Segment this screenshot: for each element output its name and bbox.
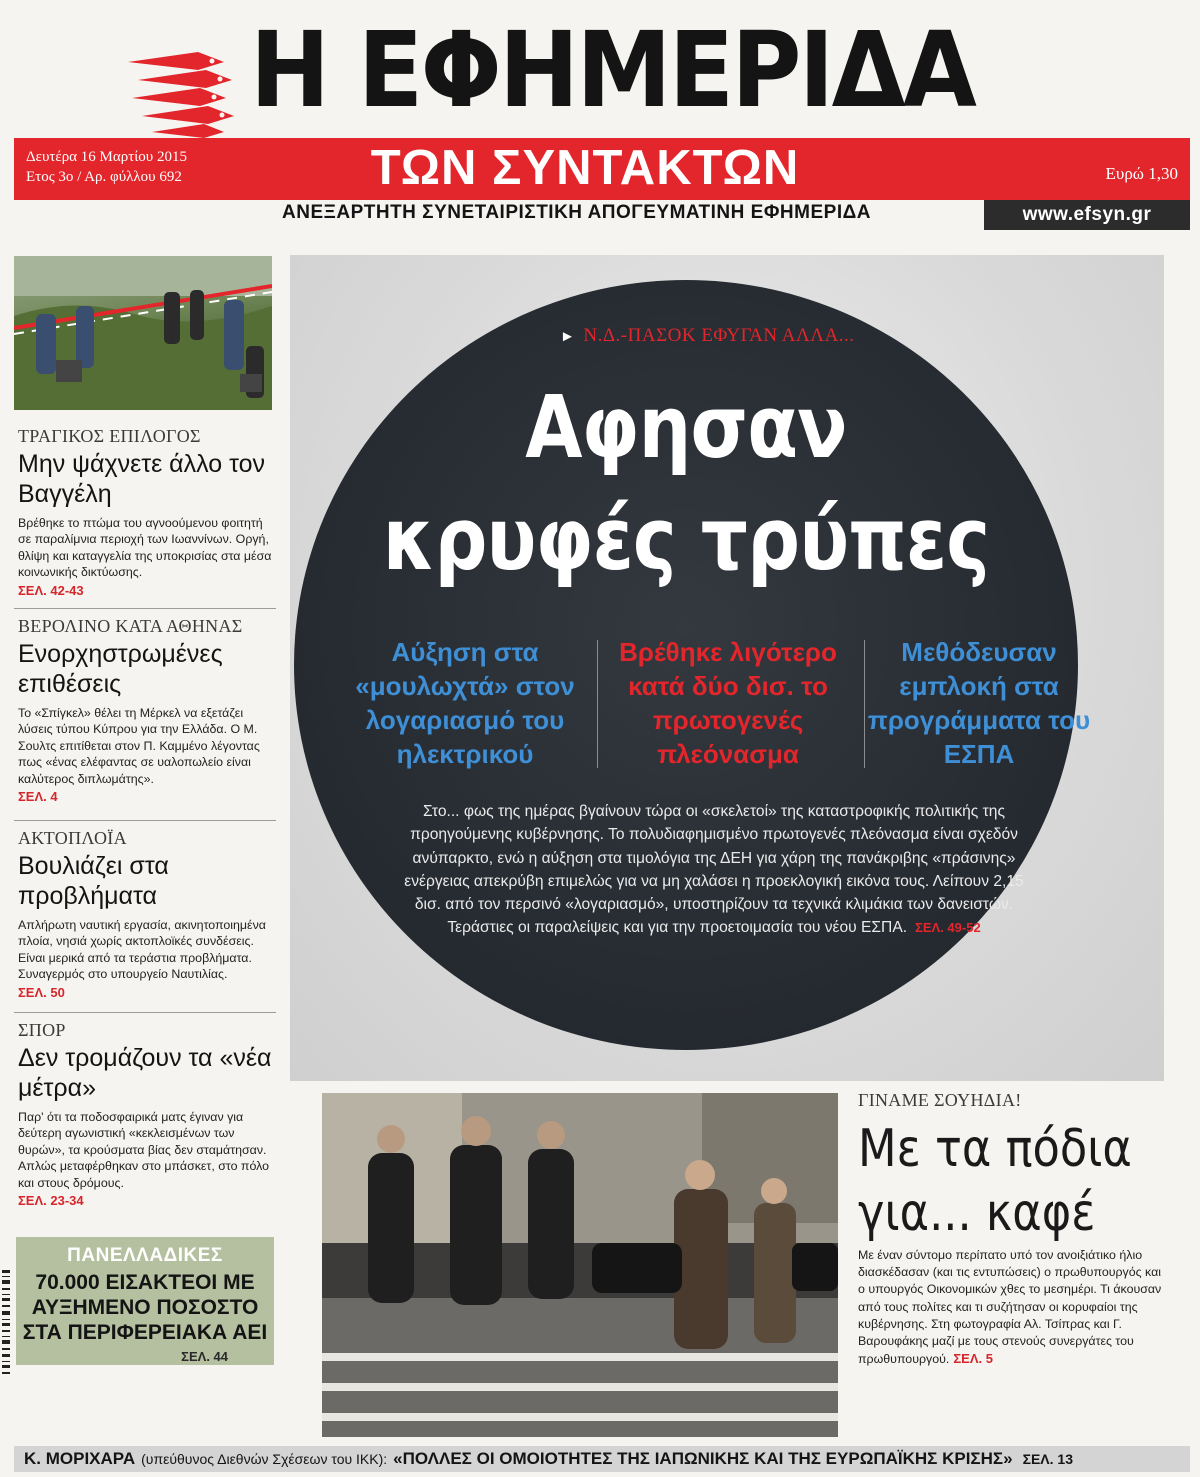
barcode-icon <box>0 1270 12 1430</box>
story-kicker: ΤΡΑΓΙΚΟΣ ΕΠΙΛΟΓΟΣ <box>18 426 201 446</box>
story-summary: Βρέθηκε το πτώμα του αγνοούμενου φοιτητή σε παραλίμνια περιοχή των Ιωαννίνων. Οργή, θλίψη και καταγγελία της υποκρισίας στα μέσα κοινωνικής δικτύωσης. <box>18 516 272 580</box>
bottom-story-body <box>858 1247 1170 1368</box>
story-page-ref[interactable]: ΣΕΛ. 4 <box>18 789 58 805</box>
story-page-ref[interactable]: ΣΕΛ. 42-43 <box>18 582 84 598</box>
lead-headline-line2: κρυφές τρύπες <box>382 490 990 590</box>
bottom-story-headline[interactable] <box>858 1117 1133 1245</box>
lead-kicker <box>560 325 855 347</box>
pen-nib-logo-icon <box>128 48 238 138</box>
story-headline[interactable]: Δεν τρομάζουν τα «νέα μέτρα» <box>18 1044 272 1102</box>
story-headline[interactable]: Βουλιάζει στα προβλήματα <box>18 852 169 910</box>
lead-body <box>400 800 1028 940</box>
subpoint-electricity: Αύξηση στα «μουλωχτά» στον λογαριασμό του ηλεκτρικού <box>355 637 575 769</box>
story-divider <box>14 608 276 609</box>
play-triangle-icon: ► <box>560 329 576 345</box>
website-link[interactable]: www.efsyn.gr <box>984 200 1190 230</box>
issue-date: Δευτέρα 16 Μαρτίου 2015 <box>26 149 187 165</box>
story-summary: Το «Σπίγκελ» θέλει τη Μέρκελ να εξετάζει λύσεις τύπου Κύπρου για την Ελλάδα. Ο Μ. Σουλτς επιτίθεται στον Π. Καμμένο λέγοντας πως «ένας ελέφαντας σε υαλοπωλείο είναι καλύτερος διπλωμάτης». <box>18 706 260 786</box>
exams-promo-box[interactable] <box>16 1237 274 1365</box>
story-page-ref[interactable]: ΣΕΛ. 50 <box>18 984 65 1000</box>
story-headline[interactable]: Μην ψάχνετε άλλο τον Βαγγέλη <box>18 450 266 508</box>
newspaper-subtitle: ΤΩΝ ΣΥΝΤΑΚΤΩΝ <box>370 141 800 195</box>
issue-price: Ευρώ 1,30 <box>1105 164 1178 183</box>
footer-role: (υπεύθυνος Διεθνών Σχέσεων του ΙΚΚ): <box>141 1451 388 1467</box>
walk-photo <box>322 1093 838 1437</box>
side-story[interactable] <box>18 425 276 598</box>
photo-illustration <box>14 256 272 410</box>
story-headline[interactable]: Ενορχηστρωμένες επιθέσεις <box>18 640 223 698</box>
search-scene-photo <box>14 256 272 410</box>
newspaper-title: Η ΕΦΗΜΕΡΙΔΑ <box>250 9 975 131</box>
lead-page-ref[interactable]: ΣΕΛ. 49-52 <box>915 920 981 936</box>
subpoint-espa: Μεθόδευσαν εμπλοκή στα προγράμματα του ΕΣΠΑ <box>867 637 1091 769</box>
story-kicker: ΑΚΤΟΠΛΟΪΑ <box>18 828 127 848</box>
lead-subpoints <box>340 635 1090 775</box>
issue-number: Ετος 3ο / Αρ. φύλλου 692 <box>26 169 182 185</box>
story-divider <box>14 1012 276 1013</box>
lead-headline-line1: Αφησαν <box>525 378 847 478</box>
bottom-story-text: Με έναν σύντομο περίπατο υπό τον ανοιξιάτικο ήλιο διασκέδασαν (και τις εντυπώσεις) ο πρωθυπουργός και ο υπουργός Οικονομικών χθες το μεσημέρι. Τι άκουσαν από τους πολίτες και τι συζήτησαν οι κορυφαίοι της κυβέρνησης. Στη φωτογραφία Αλ. Τσίπρας και Γ. Βαρουφάκης μαζί με τους στενούς συνεργάτες του πρωθυπουργού. <box>858 1248 1162 1367</box>
tagline: ΑΝΕΞΑΡΤΗΤΗ ΣΥΝΕΤΑΙΡΙΣΤΙΚΗ ΑΠΟΓΕΥΜΑΤΙΝΗ ΕΦΗΜΕΡΙΔΑ <box>282 202 871 223</box>
footer-quote-bar[interactable] <box>14 1446 1190 1472</box>
photo-illustration <box>322 1093 838 1437</box>
promo-headline[interactable]: 70.000 ΕΙΣΑΚΤΕΟΙ ΜΕ ΑΥΞΗΜΕΝΟ ΠΟΣΟΣΤΟ ΣΤΑ ΠΕΡΙΦΕΡΕΙΑΚΑ ΑΕΙ <box>22 1271 268 1344</box>
footer-name: Κ. ΜΟΡΙΧΑΡΑ <box>24 1449 136 1468</box>
bottom-story-page-ref[interactable]: ΣΕΛ. 5 <box>953 1351 993 1367</box>
footer-page-ref[interactable]: ΣΕΛ. 13 <box>1022 1451 1073 1467</box>
footer-quote: «ΠΟΛΛΕΣ ΟΙ ΟΜΟΙΟΤΗΤΕΣ ΤΗΣ ΙΑΠΩΝΙΚΗΣ ΚΑΙ ΤΗΣ ΕΥΡΩΠΑΪΚΗΣ ΚΡΙΣΗΣ» <box>393 1449 1013 1468</box>
side-story[interactable] <box>18 615 276 804</box>
side-story[interactable] <box>18 827 276 1000</box>
side-story[interactable] <box>18 1019 276 1208</box>
promo-page-ref[interactable]: ΣΕΛ. 44 <box>181 1349 228 1364</box>
lead-kicker-text: Ν.Δ.-ΠΑΣΟΚ ΕΦΥΓΑΝ ΑΛΛΑ... <box>583 325 855 346</box>
story-summary: Απλήρωτη ναυτική εργασία, ακινητοποιημένα πλοία, νησιά χωρίς ακτοπλοϊκές συνδέσεις. Είναι μερικά από τα τεράστια προβλήματα. Συναγερμός στο υπουργείο Ναυτιλίας. <box>18 918 266 982</box>
story-kicker: ΒΕΡΟΛΙΝΟ ΚΑΤΑ ΑΘΗΝΑΣ <box>18 616 243 636</box>
story-summary: Παρ' ότι τα ποδοσφαιρικά ματς έγιναν για δεύτερη αγωνιστική «κεκλεισμένων των θυρών», τα κρούσματα βίας δεν σταμάτησαν. Απλώς μεταφέρθηκαν στο μπάσκετ, στο πόλο και στους δρόμους. <box>18 1110 270 1190</box>
story-divider <box>14 820 276 821</box>
lead-headline[interactable] <box>349 372 1023 596</box>
story-kicker: ΣΠΟΡ <box>18 1020 66 1040</box>
bottom-headline-line2: για... καφέ <box>858 1183 1096 1243</box>
bottom-story-kicker: ΓΙΝΑΜΕ ΣΟΥΗΔΙΑ! <box>858 1090 1022 1110</box>
lead-body-text: Στο... φως της ημέρας βγαίνουν τώρα οι «σκελετοί» της καταστροφικής πολιτικής της προηγούμενης κυβέρνησης. Το πολυδιαφημισμένο πρωτογενές πλεόνασμα είναι σχεδόν ανύπαρκτο, ενώ η αύξηση στα τιμολόγια της ΔΕΗ για χάρη της πανάκριβης «πράσινης» ενέργειας απεκρύβη επιμελώς για να μη χαλάσει η προεκλογική εικόνα τους. Λείπουν 2,15 δισ. από τον περσινό «λογαριασμό», υποστηρίζουν τα τεχνικά κλιμάκια των δανειστών. Τεράστιες οι παραλείψεις και για την προετοιμασία του νέου ΕΣΠΑ. <box>404 803 1024 937</box>
promo-kicker: ΠΑΝΕΛΛΑΔΙΚΕΣ <box>67 1245 223 1266</box>
subpoint-divider <box>597 640 598 768</box>
subpoint-surplus: Βρέθηκε λιγότερο κατά δύο δισ. το πρωτογενές πλεόνασμα <box>619 637 837 769</box>
story-page-ref[interactable]: ΣΕΛ. 23-34 <box>18 1193 84 1209</box>
bottom-headline-line1: Με τα πόδια <box>858 1119 1132 1179</box>
masthead <box>0 0 1200 240</box>
